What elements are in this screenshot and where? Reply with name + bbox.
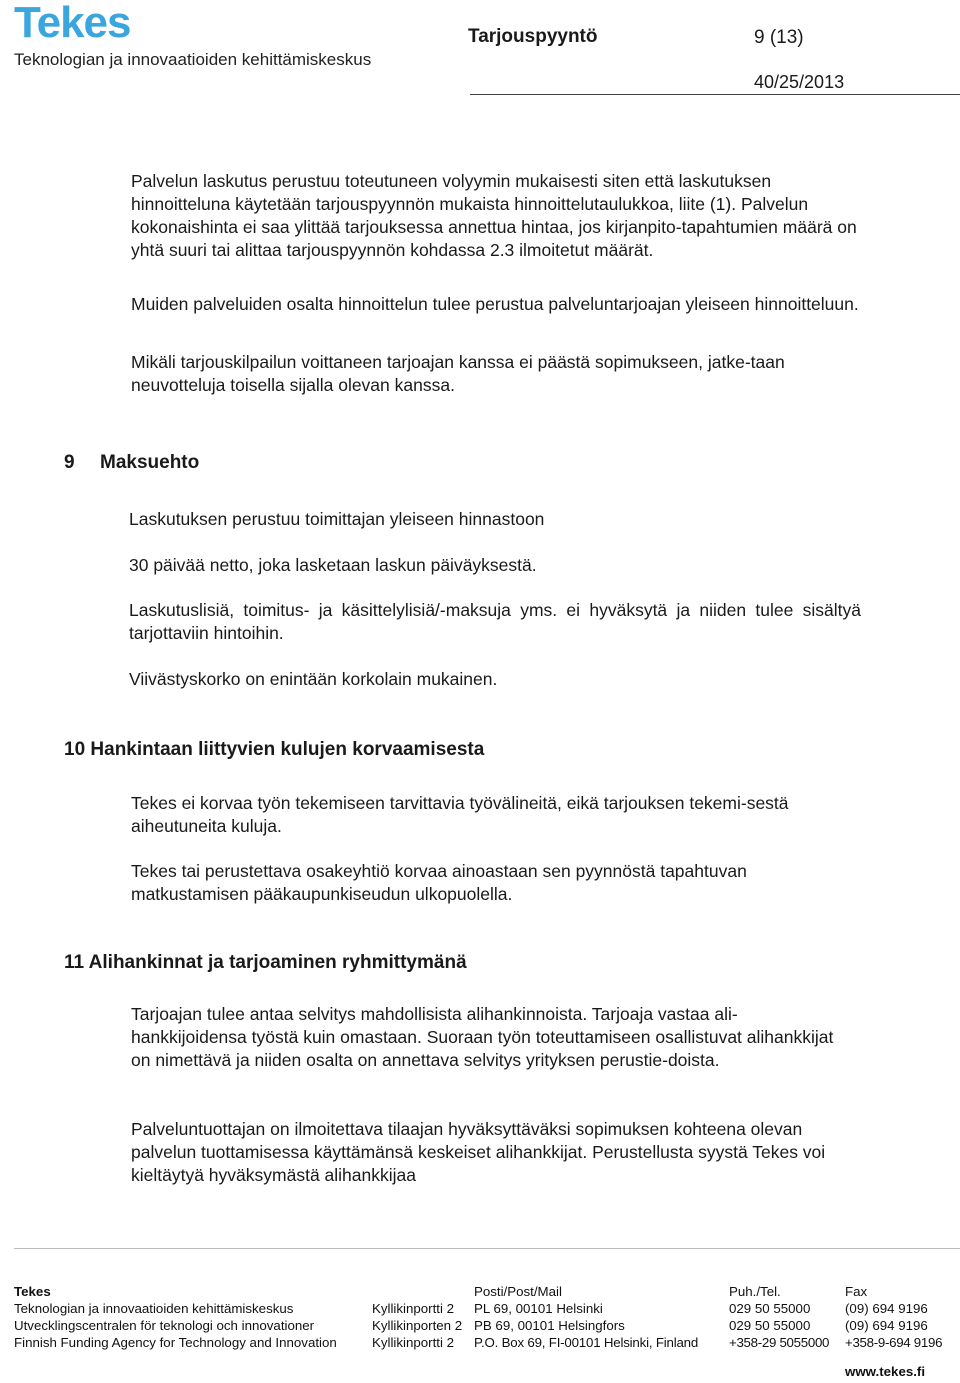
footer-col-fax: Fax [845, 1284, 868, 1299]
section-9-paragraph-4: Viivästyskorko on enintään korkolain mukainen. [129, 669, 498, 689]
tekes-logo [14, 2, 154, 44]
intro-paragraph-1: Palvelun laskutus perustuu toteutuneen volyymin mukaisesti siten että laskutuksen hinnoitteluna käytetään tarjouspyynnön mukaista hinnoittelutaulukkoa, liite (1). Palvelun kokonaishinta ei saa ylittää tarjouksessa annettua hintaa, jos kirjanpito-tapahtumien määrä on yhtä suuri tai alittaa tarjouspyynnön kohdassa 2.3 ilmoitetut määrät. [131, 171, 857, 260]
logo-wordmark: Tekes [14, 2, 131, 44]
footer-row-3-phone: +358-29 5055000 [729, 1335, 830, 1350]
footer-row-2-fax: (09) 694 9196 [845, 1318, 928, 1333]
footer-row-2-phone: 029 50 55000 [729, 1318, 811, 1333]
footer-company-name: Tekes [14, 1284, 51, 1299]
footer-row-3-post: P.O. Box 69, FI-00101 Helsinki, Finland [474, 1335, 699, 1350]
section-11-heading: 11 Alihankinnat ja tarjoaminen ryhmittymänä [64, 952, 467, 973]
footer-row-2-post: PB 69, 00101 Helsingfors [474, 1318, 625, 1333]
footer-col-post: Posti/Post/Mail [474, 1284, 562, 1299]
organization-name: Teknologian ja innovaatioiden kehittämiskeskus [14, 50, 372, 69]
section-10-paragraph-2: Tekes tai perustettava osakeyhtiö korvaa ainoastaan sen pyynnöstä tapahtuvan matkustamisen pääkaupunkiseudun ulkopuolella. [131, 861, 747, 904]
footer-row-1-post: PL 69, 00101 Helsinki [474, 1301, 603, 1316]
section-11-paragraph-2: Palveluntuottajan on ilmoitettava tilaajan hyväksyttäväksi sopimuksen kohteena olevan palvelun tuottamisessa käyttämänsä keskeiset alihankkijat. Perustellusta syystä Tekes voi kieltäytyä hyväksymästä alihankkijaa [131, 1119, 826, 1185]
section-10-heading: 10 Hankintaan liittyvien kulujen korvaamisesta [64, 739, 485, 760]
footer-row-1-phone: 029 50 55000 [729, 1301, 811, 1316]
footer-divider [14, 1248, 960, 1249]
section-9-paragraph-2: 30 päivää netto, joka lasketaan laskun päiväyksestä. [129, 555, 537, 575]
footer-row-3-fax: +358-9-694 9196 [845, 1335, 943, 1350]
footer-row-1-fax: (09) 694 9196 [845, 1301, 928, 1316]
footer-row-1-street: Kyllikinportti 2 [372, 1301, 455, 1316]
footer-row-1-org: Teknologian ja innovaatioiden kehittämiskeskus [14, 1301, 294, 1316]
section-9-paragraph-1: Laskutuksen perustuu toimittajan yleiseen hinnastoon [129, 509, 545, 529]
footer-col-phone: Puh./Tel. [729, 1284, 781, 1299]
footer-row-3-org: Finnish Funding Agency for Technology and Innovation [14, 1335, 337, 1350]
intro-paragraph-3: Mikäli tarjouskilpailun voittaneen tarjoajan kanssa ei päästä sopimukseen, jatke-taan neuvotteluja toisella sijalla olevan kanssa. [131, 352, 785, 395]
document-date: 40/25/2013 [754, 72, 845, 92]
header-divider [470, 94, 960, 95]
footer-website-link[interactable]: www.tekes.fi [845, 1364, 926, 1379]
section-9-heading [64, 452, 199, 474]
footer-row-2-street: Kyllikinporten 2 [372, 1318, 463, 1333]
section-10-paragraph-1: Tekes ei korvaa työn tekemiseen tarvittavia työvälineitä, eikä tarjouksen tekemi-sestä aiheutuneita kuluja. [131, 793, 789, 836]
section-9-number: 9 [64, 452, 75, 473]
section-9-title: Maksuehto [100, 452, 200, 473]
footer-row-2-org: Utvecklingscentralen för teknologi och innovationer [14, 1318, 315, 1333]
page-number: 9 (13) [754, 27, 804, 48]
section-9-paragraph-3: Laskutuslisiä, toimitus- ja käsittelylisiä/-maksuja yms. ei hyväksytä ja niiden tulee sisältyä tarjottaviin hintoihin. [129, 600, 861, 643]
document-title: Tarjouspyyntö [468, 26, 598, 47]
footer-row-3-street: Kyllikinportti 2 [372, 1335, 455, 1350]
section-11-paragraph-1: Tarjoajan tulee antaa selvitys mahdollisista alihankinnoista. Tarjoaja vastaa ali-hankkijoidensa työstä kuin omastaan. Suoraan työn toteuttamiseen osallistuvat alihankkijat on nimettävä ja niiden osalta on annettava selvitys yrityksen perustie-doista. [131, 1004, 834, 1070]
intro-paragraph-2: Muiden palveluiden osalta hinnoittelun tulee perustua palveluntarjoajan yleiseen hinnoitteluun. [131, 294, 859, 314]
